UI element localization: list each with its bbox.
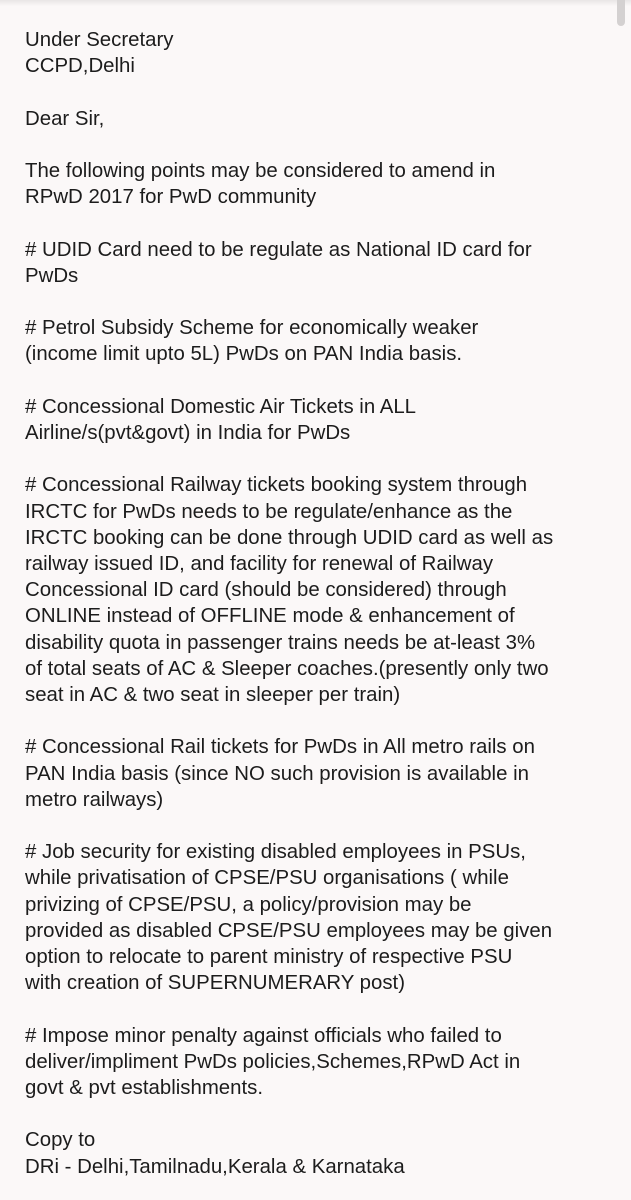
paragraph-gap xyxy=(25,996,615,1022)
salutation: Dear Sir, xyxy=(25,107,105,130)
paragraph-gap xyxy=(25,132,615,158)
point-air-tickets: # Concessional Domestic Air Tickets in ALL Airline/s(pvt&govt) in India for PwDs xyxy=(25,395,416,444)
paragraph-gap xyxy=(25,446,615,472)
point-railway-tickets: # Concessional Railway tickets booking system through IRCTC for PwDs needs to be regulate/enhance as the IRCTC booking can be done through UDID card as well as railway issued ID, and facility for renewal of Railway Concessional ID card (should be considered) through ONLINE instead of OFFLINE mode & enhancement of disability quota in passenger trains needs be at-least 3% of total seats of AC & Sleeper coaches.(presently only two seat in AC & two seat in sleeper per train) xyxy=(25,474,554,706)
scrollbar-thumb[interactable] xyxy=(617,0,625,26)
paragraph-gap xyxy=(25,289,615,315)
point-udid-card: # UDID Card need to be regulate as National ID card for PwDs xyxy=(25,238,532,287)
copy-to-label: Copy to xyxy=(25,1129,96,1152)
paragraph-gap xyxy=(25,79,615,105)
copy-to-recipients: DRi - Delhi,Tamilnadu,Kerala & Karnataka xyxy=(25,1155,405,1178)
recipient-address: Under Secretary CCPD,Delhi xyxy=(25,29,174,78)
letter-body xyxy=(25,27,615,1180)
point-petrol-subsidy: # Petrol Subsidy Scheme for economically weaker (income limit upto 5L) PwDs on PAN India basis. xyxy=(25,317,479,366)
scroll-top-shadow xyxy=(0,0,631,6)
paragraph-gap xyxy=(25,1101,615,1127)
intro-paragraph: The following points may be considered to amend in RPwD 2017 for PwD community xyxy=(25,159,496,209)
paragraph-gap xyxy=(25,368,615,394)
point-minor-penalty: # Impose minor penalty against officials who failed to deliver/impliment PwDs policies,Schemes,RPwD Act in govt & pvt establishments. xyxy=(25,1024,521,1099)
point-job-security: # Job security for existing disabled employees in PSUs, while privatisation of CPSE/PSU organisations ( while privizing of CPSE/PSU, a policy/provision may be provided as disabled CPSE/PSU employees may be given option to relocate to parent ministry of respective PSU with creation of SUPERNUMERARY post) xyxy=(25,841,553,995)
paragraph-gap xyxy=(25,210,615,236)
paragraph-gap xyxy=(25,813,615,839)
point-metro-tickets: # Concessional Rail tickets for PwDs in All metro rails on PAN India basis (since NO such provision is available in metro railways) xyxy=(25,736,535,811)
paragraph-gap xyxy=(25,708,615,734)
